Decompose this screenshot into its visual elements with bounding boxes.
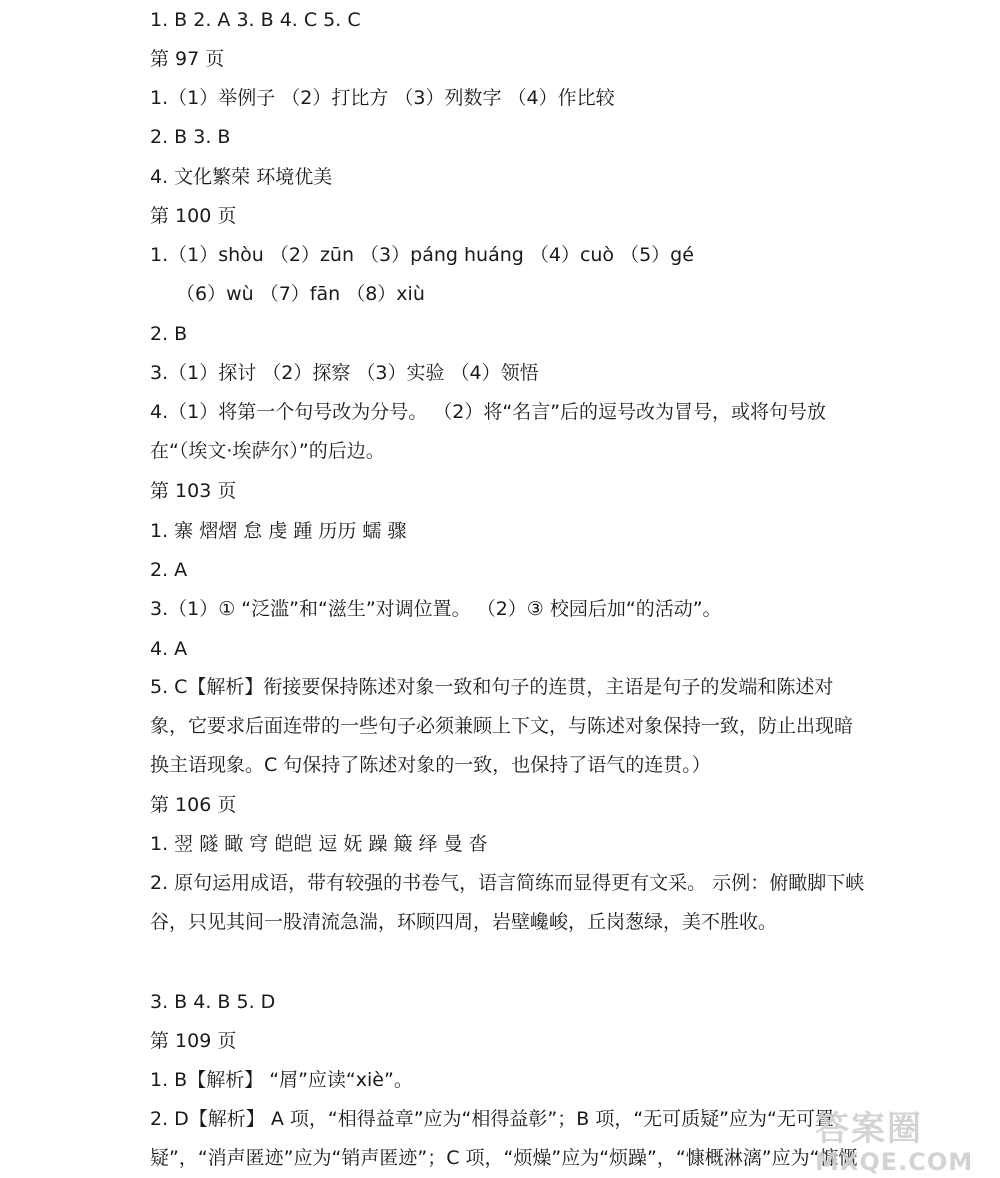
answer-line-6: （6）wù （7）fān （8）xiù [176,283,425,305]
answer-line-2: 1.（1）举例子 （2）打比方 （3）列数字 （4）作比较 [150,87,615,109]
answer-line-16: 2. 原句运用成语，带有较强的书卷气，语言简练而显得更有文采。 示例：俯瞰脚下峡谷，只见其间一股清流急湍，环顾四周，岩壁巉峻，丘岗葱绿，美不胜收。 [150,872,865,933]
answer-line-19: 2. D【解析】 A 项，“相得益章”应为“相得益彰”；B 项，“无可质疑”应为“无可置疑”，“消声匿迹”应为“销声匿迹”；C 项，“烦燥”应为“烦躁”，“慷概淋漓”应为“慷慨 [150,1108,858,1169]
site-watermark [815,1110,990,1178]
page-heading-109: 第 109 页 [150,1030,237,1052]
page-heading-97: 第 97 页 [150,48,225,70]
answer-line-8: 3.（1）探讨 （2）探察 （3）实验 （4）领悟 [150,362,539,384]
answer-line-10: 1. 寨 熠熠 怠 虔 踵 历历 蠕 骤 [150,520,407,542]
answer-line-4: 4. 文化繁荣 环境优美 [150,166,333,188]
answer-line-18: 1. B【解析】 “屑”应读“xiè”。 [150,1069,413,1091]
answer-line-14: 5. C【解析】衔接要保持陈述对象一致和句子的连贯，主语是句子的发端和陈述对象，它要求后面连带的一些句子必须兼顾上下文，与陈述对象保持一致，防止出现暗换主语现象。C 句保持了陈述对象的一致，也保持了语气的连贯。） [150,676,854,776]
answer-line-17: 3. B 4. B 5. D [150,991,276,1013]
page-heading-100: 第 100 页 [150,205,237,227]
page-heading-103: 第 103 页 [150,480,237,502]
answer-line-11: 2. A [150,559,188,581]
page-heading-106: 第 106 页 [150,794,237,816]
answer-line-12: 3.（1）① “泛滥”和“滋生”对调位置。 （2）③ 校园后加“的活动”。 [150,598,722,620]
answer-line-15: 1. 翌 隧 瞰 穹 皑皑 逗 妩 躁 簸 绎 曼 沓 [150,833,488,855]
answer-line-7: 2. B [150,323,188,345]
answer-line-1: 1. B 2. A 3. B 4. C 5. C [150,9,361,31]
watermark-url: MXQE.COM [815,1148,974,1176]
answer-line-5: 1.（1）shòu （2）zūn （3）páng huáng （4）cuò （5）gé [150,244,694,266]
answer-line-13: 4. A [150,638,188,660]
watermark-logo-text: 答案圈 [815,1109,923,1149]
answer-line-9: 4.（1）将第一个句号改为分号。 （2）将“名言”后的逗号改为冒号，或将句号放在“（埃文·埃萨尔）”的后边。 [150,401,827,462]
answer-line-3: 2. B 3. B [150,126,231,148]
